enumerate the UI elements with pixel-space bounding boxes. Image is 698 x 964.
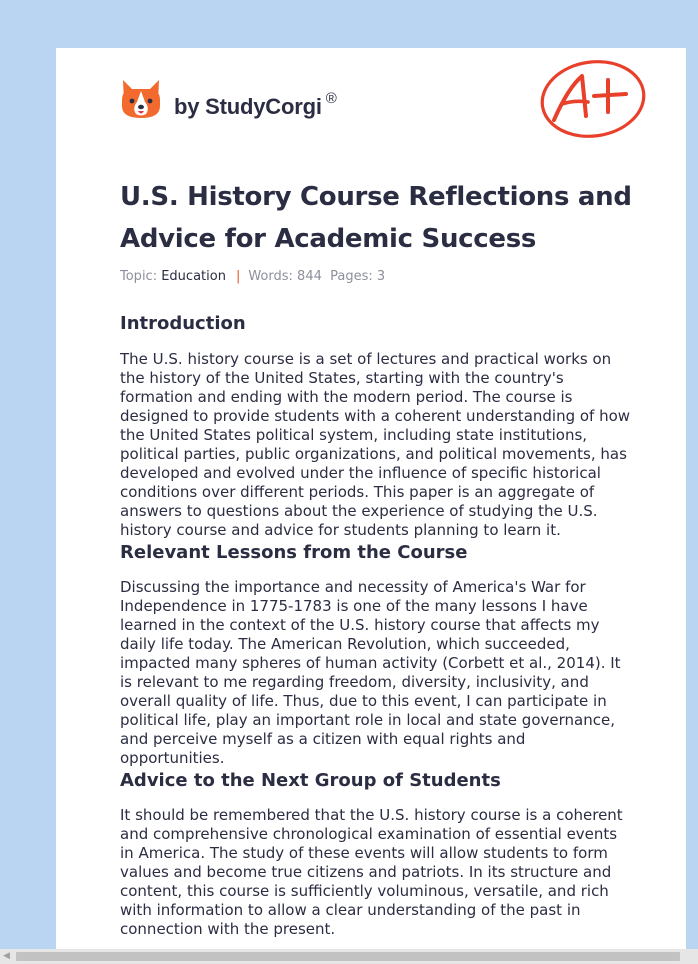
brand-name: by StudyCorgi [174,94,322,119]
page-count: Pages: 3 [330,269,386,284]
corgi-logo-icon [120,78,162,122]
document-page [56,48,686,964]
horizontal-scrollbar[interactable] [0,949,698,964]
brand[interactable] [120,76,337,124]
scrollbar-thumb[interactable] [16,952,680,961]
section-heading: Relevant Lessons from the Course [120,542,468,563]
article-body [120,311,634,939]
section-heading: Advice to the Next Group of Students [120,770,501,791]
section-paragraph: Discussing the importance and necessity of America's War for Independence in 1775-1783 is one of the many lessons I have learned in the context of the U.S. history course that affects my daily life today. The American Revolution, which succeeded, impacted many spheres of human activity (Corbett et al., 2014). It is relevant to me regarding freedom, diversity, inclusivity, and overall quality of life. Thus, due to this event, I can participate in political life, play an important role in local and state governance, and perceive myself as a citizen with equal rights and opportunities. [120,578,621,767]
section-paragraph: The U.S. history course is a set of lectures and practical works on the history of the United States, starting with the country's formation and ending with the modern period. The course is designed to provide students with a coherent understanding of how the United States political system, including state institutions, political parties, public organizations, and political movements, has developed and evolved under the influence of specific historical conditions over different periods. This paper is an aggregate of answers to questions about the experience of studying the U.S. history course and advice for students planning to learn it. [120,350,631,539]
a-plus-grade-icon [538,58,648,140]
article-title: U.S. History Course Reflections and Advice for Academic Success [120,182,632,254]
topic-link[interactable]: Education [161,269,226,284]
section-heading: Introduction [120,313,246,334]
section-paragraph: It should be remembered that the U.S. history course is a coherent and comprehensive chronological examination of essential events in America. The study of these events will allow students to form values and become true citizens and patriots. In its structure and content, this course is sufficiently voluminous, versatile, and rich with information to allow a clear understanding of the past in connection with the present. [120,806,623,938]
scroll-left-icon[interactable]: ◀ [3,951,10,961]
topic-label: Topic: [120,269,158,284]
registered-mark: ® [325,90,337,107]
meta-separator: | [235,269,241,284]
word-count: Words: 844 [248,269,322,284]
article-meta [120,269,385,284]
